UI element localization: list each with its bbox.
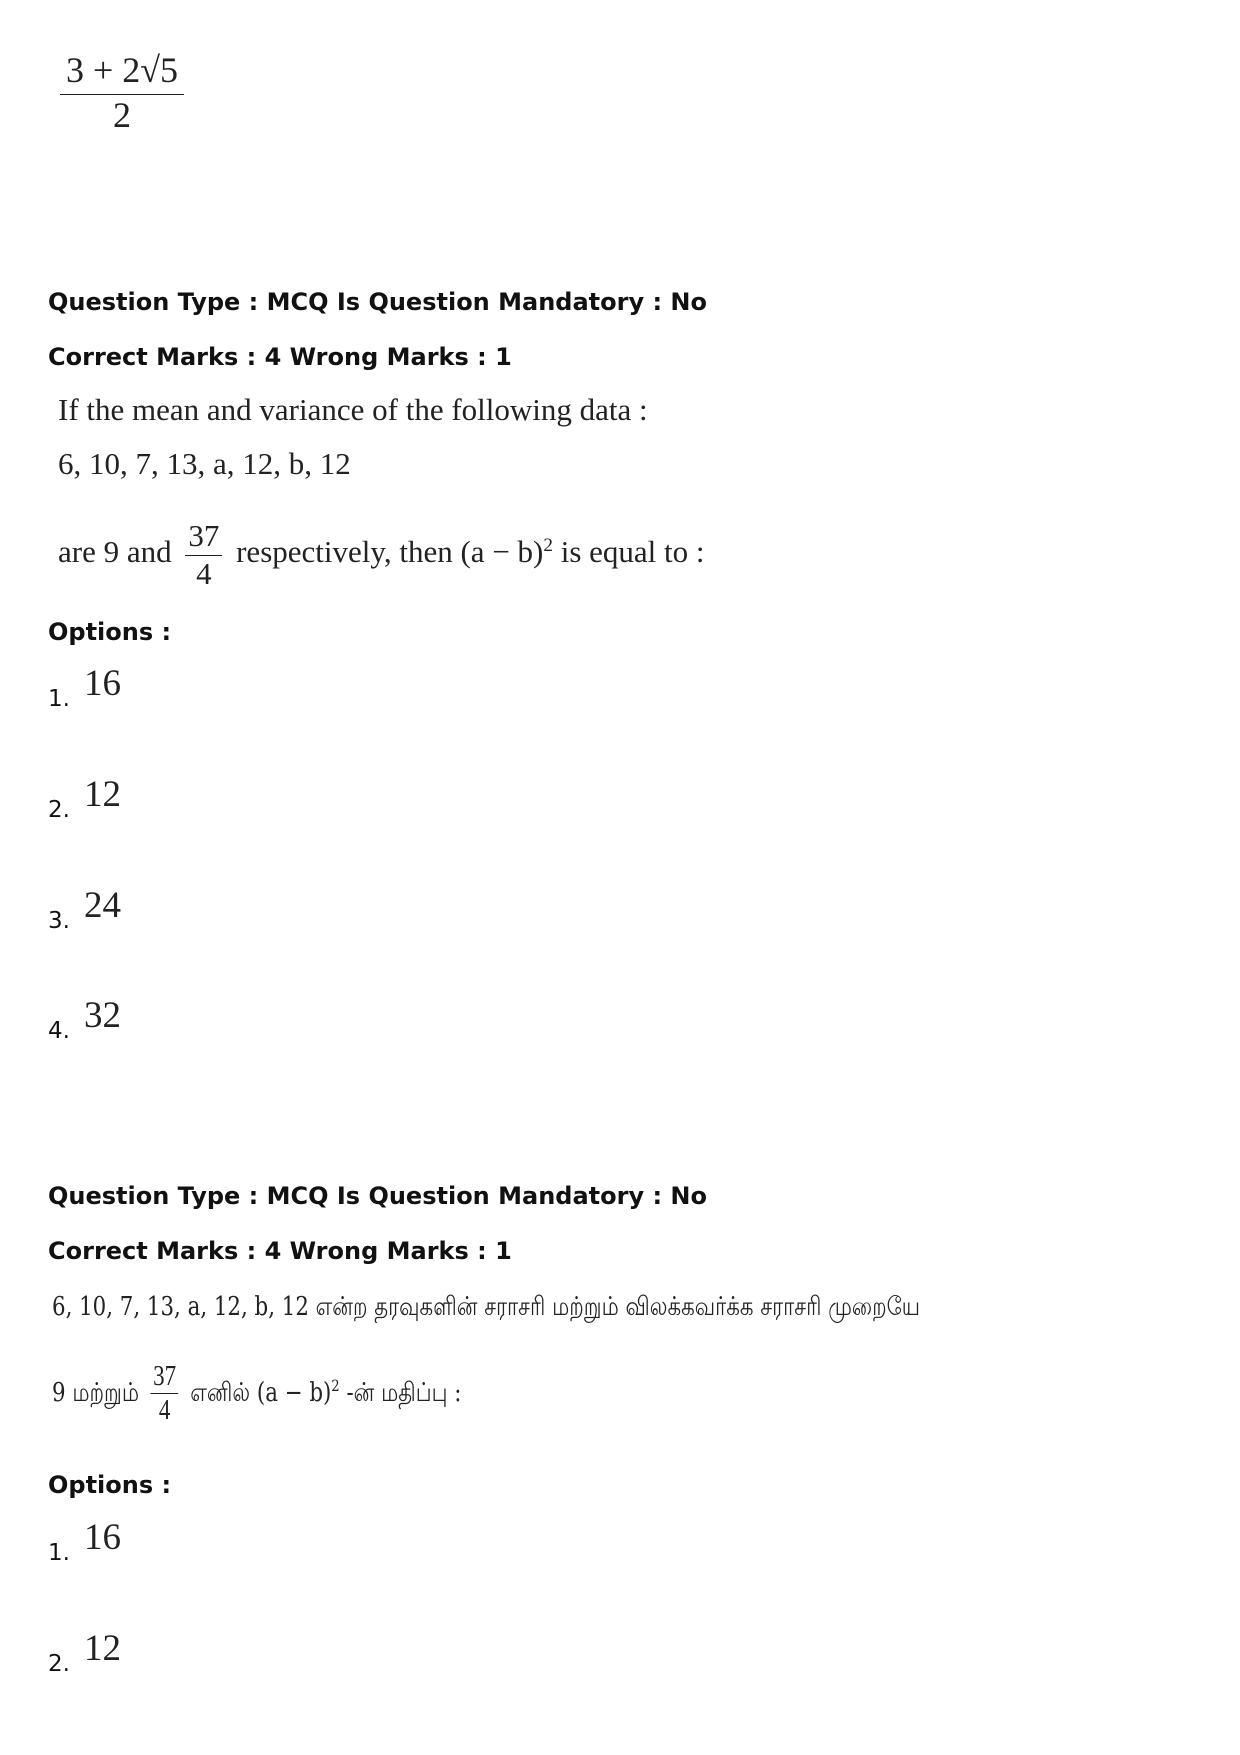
q1-fraction: [185, 520, 222, 590]
option-value: 12: [84, 1628, 121, 1669]
q2-fraction-denominator: 4: [158, 1395, 171, 1427]
option-value: 16: [84, 1517, 121, 1558]
marks-line: Correct Marks : 4 Wrong Marks : 1: [48, 1237, 512, 1265]
option-number: 1.: [48, 1540, 70, 1566]
marks-line: Correct Marks : 4 Wrong Marks : 1: [48, 343, 512, 371]
question-text-line-3: [58, 520, 705, 590]
prev-option-fraction: [60, 52, 184, 135]
q1-text-mid: respectively, then (a − b): [236, 534, 544, 570]
q1-superscript: 2: [543, 534, 553, 556]
question-text-line-1: 6, 10, 7, 13, a, 12, b, 12 என்ற தரவுகளின் சராசரி மற்றும் விலக்கவர்க்க சராசரி முறையே: [52, 1292, 921, 1322]
q2-text-pre: 9 மற்றும்: [52, 1377, 139, 1408]
q1-text-post: is equal to :: [552, 534, 705, 570]
options-label: Options :: [48, 618, 172, 646]
question-text-line-2: 6, 10, 7, 13, a, 12, b, 12: [58, 446, 351, 481]
q2-fraction: [151, 1362, 179, 1426]
q2-text-post: -ன் மதிப்பு :: [339, 1377, 462, 1408]
option-number: 1.: [48, 686, 70, 712]
question-text-line-2: [52, 1362, 461, 1426]
question-type-line: Question Type : MCQ Is Question Mandatory : No: [48, 1182, 707, 1210]
option-value: 16: [84, 663, 121, 704]
q2-superscript: 2: [331, 1376, 340, 1396]
options-label: Options :: [48, 1471, 172, 1499]
q2-text-mid: எனில் (a − b): [190, 1377, 332, 1408]
question-type-line: Question Type : MCQ Is Question Mandatory : No: [48, 288, 707, 316]
prev-option-denominator: 2: [113, 94, 132, 135]
option-number: 2.: [48, 1651, 70, 1677]
option-number: 2.: [48, 797, 70, 823]
q2-fraction-numerator: 37: [151, 1362, 179, 1394]
option-number: 3.: [48, 908, 70, 934]
q1-fraction-numerator: 37: [185, 520, 222, 556]
option-value: 32: [84, 995, 121, 1036]
q1-fraction-denominator: 4: [196, 555, 212, 591]
option-number: 4.: [48, 1018, 70, 1044]
prev-option-numerator: 3 + 2√5: [60, 52, 184, 95]
option-value: 24: [84, 885, 121, 926]
q1-text-pre: are 9 and: [58, 534, 172, 570]
question-text-line-1: If the mean and variance of the following data :: [58, 392, 648, 427]
option-value: 12: [84, 774, 121, 815]
